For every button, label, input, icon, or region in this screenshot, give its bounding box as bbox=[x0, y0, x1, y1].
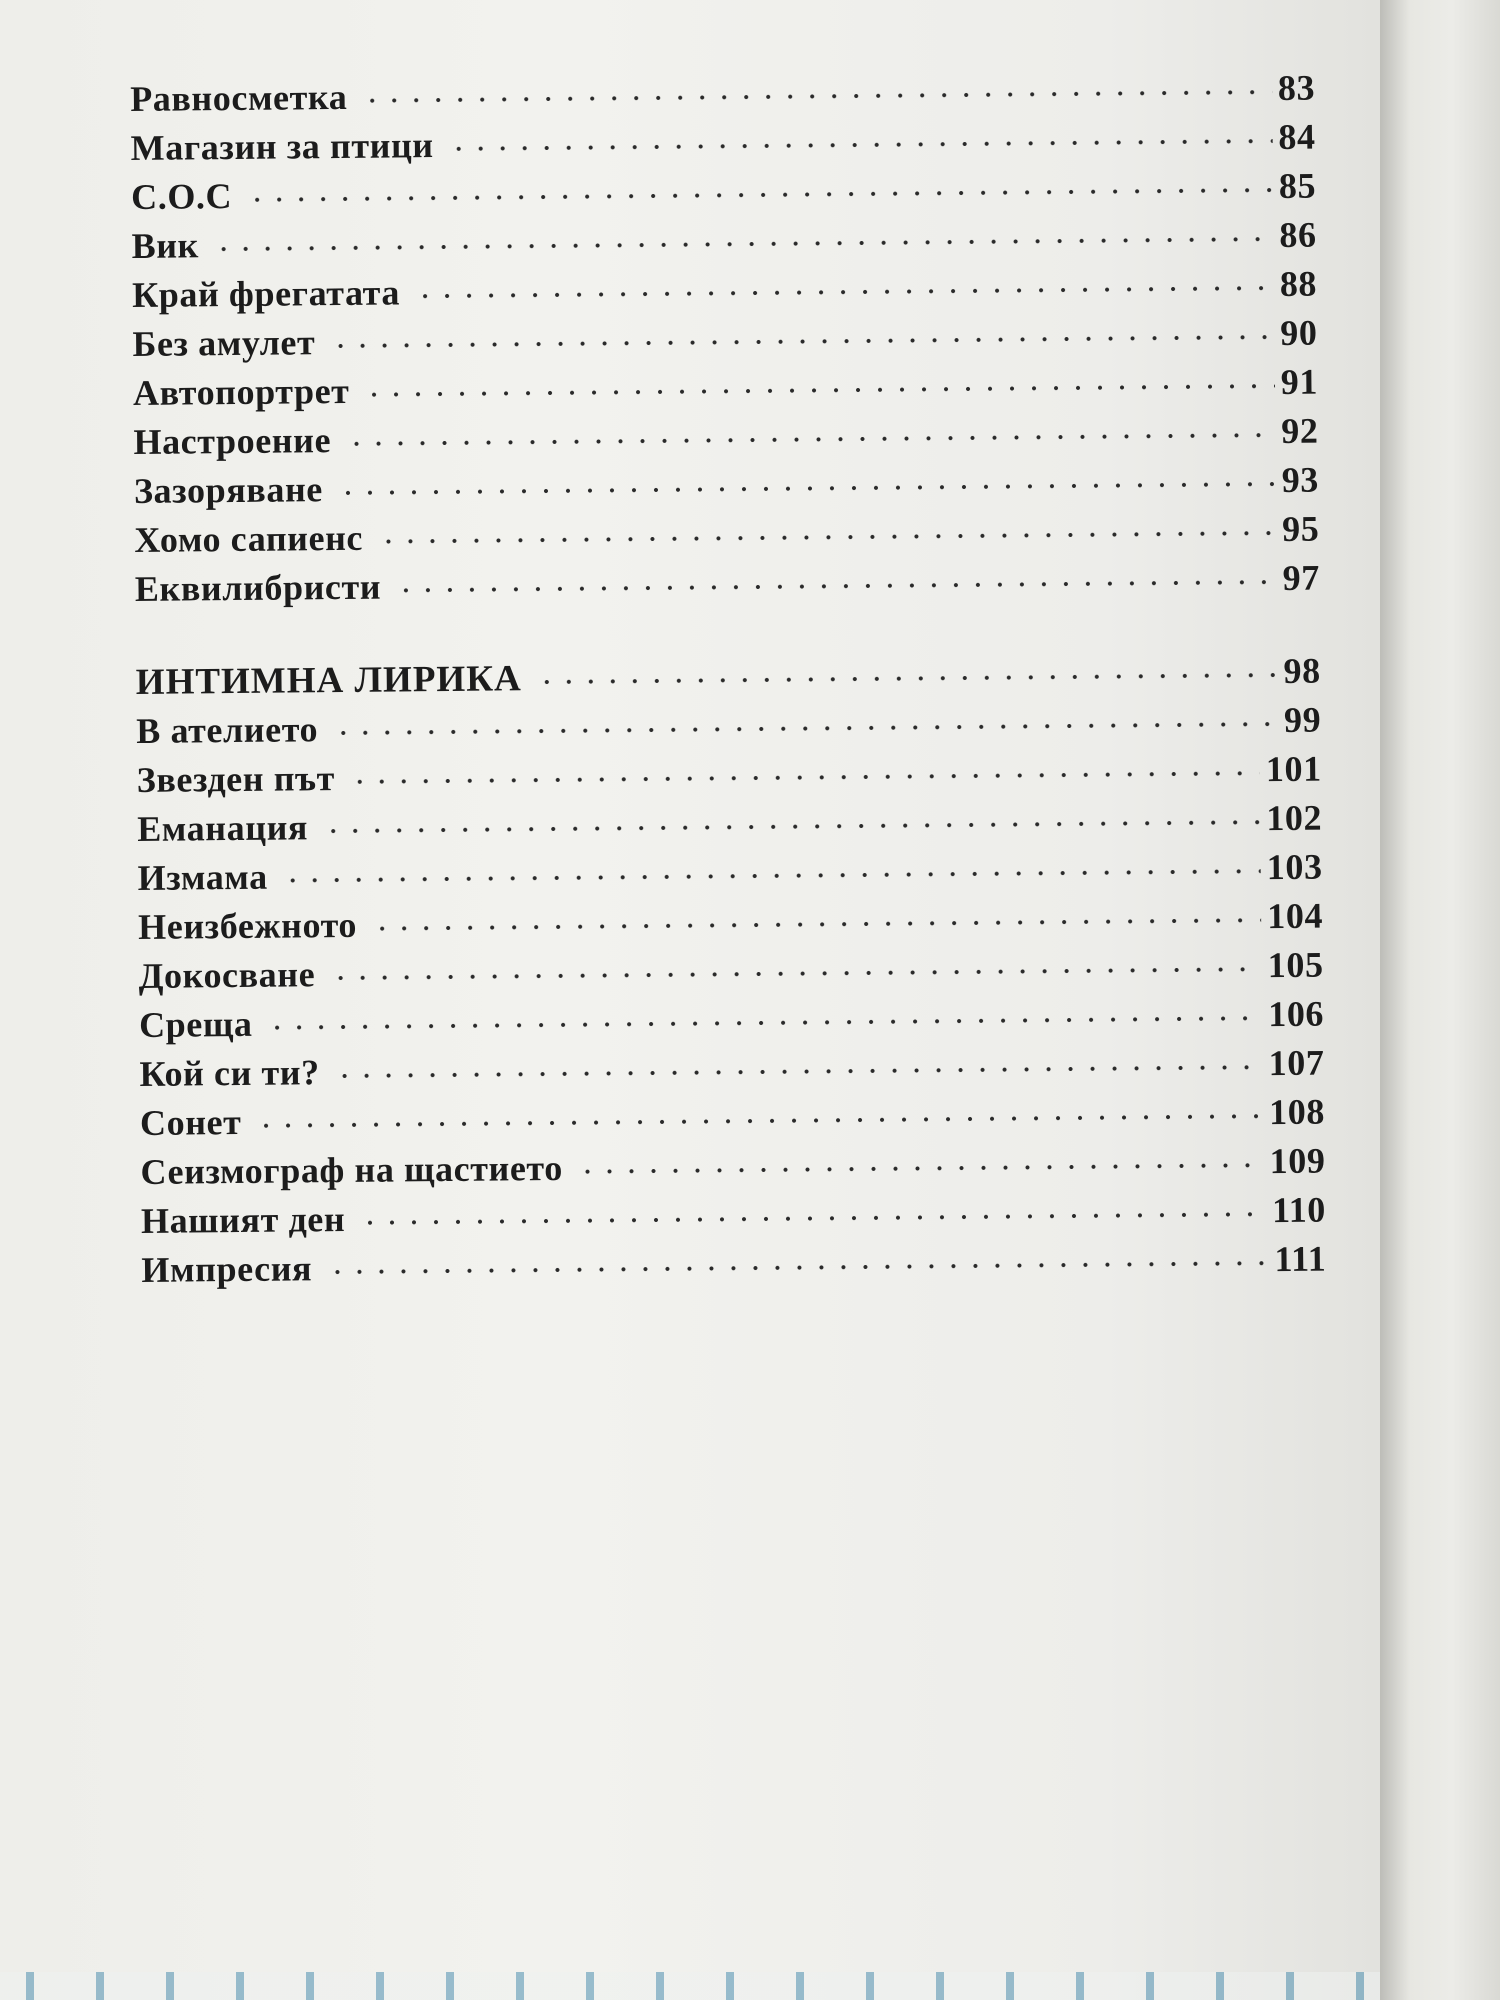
toc-entry-title: Докосване bbox=[138, 954, 316, 996]
toc-entry-title: Зазоряване bbox=[133, 469, 324, 511]
dot-leader bbox=[414, 283, 1274, 301]
toc-entry-page: 91 bbox=[1280, 361, 1319, 402]
dot-leader bbox=[349, 768, 1260, 787]
toc-entry-title: Кой си ти? bbox=[139, 1052, 320, 1094]
dot-leader bbox=[329, 332, 1274, 351]
toc-entry-page: 99 bbox=[1283, 699, 1322, 740]
dot-leader bbox=[337, 479, 1276, 498]
toc-entry-title: Край фрегатата bbox=[131, 272, 401, 315]
toc-entry-title: Без амулет bbox=[132, 322, 316, 364]
toc-entry-title: Настроение bbox=[133, 420, 332, 462]
dot-leader bbox=[329, 964, 1262, 983]
toc-entry-page: 85 bbox=[1278, 165, 1317, 206]
dot-leader bbox=[246, 185, 1273, 205]
toc-entry-page: 108 bbox=[1268, 1091, 1326, 1133]
dot-leader bbox=[266, 1013, 1262, 1033]
section-title: ИНТИМНА ЛИРИКА bbox=[135, 658, 522, 703]
background-fabric-edge bbox=[0, 1972, 1380, 2000]
toc-entry-title: Импресия bbox=[141, 1248, 313, 1290]
dot-leader bbox=[326, 1258, 1269, 1277]
toc-entry-title: Хомо сапиенс bbox=[134, 517, 364, 560]
toc-entry-title: С.О.С bbox=[130, 176, 233, 217]
toc-entry-page: 107 bbox=[1268, 1042, 1325, 1084]
toc-entry-title: Звезден път bbox=[136, 758, 336, 800]
toc-entry-page: 104 bbox=[1267, 895, 1324, 937]
dot-leader bbox=[282, 866, 1261, 885]
dot-leader bbox=[371, 915, 1261, 934]
toc-entry-title: Магазин за птици bbox=[130, 125, 434, 168]
table-of-contents bbox=[130, 67, 1327, 1298]
toc-entry-title: Неизбежното bbox=[137, 904, 358, 947]
dot-leader bbox=[536, 670, 1278, 687]
dot-leader bbox=[345, 430, 1275, 449]
toc-entry-page: 92 bbox=[1281, 410, 1319, 451]
dot-leader bbox=[361, 87, 1272, 106]
toc-entry-title: В ателието bbox=[136, 709, 319, 751]
toc-entry-title: Автопортрет bbox=[132, 370, 350, 413]
toc-entry-page: 105 bbox=[1267, 944, 1324, 986]
toc-entry-page: 97 bbox=[1282, 557, 1321, 598]
toc-entry-page: 106 bbox=[1268, 993, 1325, 1035]
dot-leader bbox=[359, 1209, 1266, 1228]
toc-entry-title: Нашият ден bbox=[140, 1198, 346, 1241]
book-gutter bbox=[1380, 0, 1500, 2000]
dot-leader bbox=[332, 719, 1278, 738]
toc-entry-page: 111 bbox=[1274, 1238, 1327, 1280]
toc-entry-title: Еквилибристи bbox=[134, 566, 382, 609]
toc-entry-title: Равносметка bbox=[130, 76, 348, 119]
toc-entry-page: 90 bbox=[1280, 312, 1318, 353]
toc-entry-title: Сеизмограф на щастието bbox=[140, 1147, 564, 1192]
toc-entry-title: Вик bbox=[131, 225, 200, 266]
toc-entry-page: 84 bbox=[1278, 116, 1316, 157]
dot-leader bbox=[213, 234, 1274, 254]
dot-leader bbox=[377, 528, 1276, 547]
toc-entry-title: Измама bbox=[137, 856, 268, 898]
toc-entry bbox=[141, 1238, 1326, 1298]
toc-entry-page: 83 bbox=[1277, 67, 1316, 108]
dot-leader bbox=[577, 1160, 1264, 1177]
toc-entry-page: 109 bbox=[1269, 1140, 1326, 1182]
section-page: 98 bbox=[1283, 650, 1321, 691]
toc-entry-title: Еманация bbox=[137, 807, 309, 849]
dot-leader bbox=[334, 1062, 1263, 1081]
dot-leader bbox=[448, 136, 1273, 154]
toc-entry-title: Сонет bbox=[139, 1101, 242, 1143]
toc-entry-page: 101 bbox=[1265, 748, 1322, 790]
toc-entry-page: 102 bbox=[1266, 797, 1323, 839]
dot-leader bbox=[255, 1111, 1263, 1131]
toc-entry-page: 95 bbox=[1281, 508, 1320, 549]
dot-leader bbox=[395, 577, 1277, 595]
dot-leader bbox=[322, 817, 1260, 836]
toc-entry-page: 86 bbox=[1279, 214, 1317, 255]
toc-entry-page: 93 bbox=[1281, 459, 1320, 500]
toc-entry-title: Среща bbox=[138, 1003, 253, 1045]
toc-entry-page: 110 bbox=[1271, 1189, 1327, 1231]
toc-entry-page: 88 bbox=[1279, 263, 1318, 304]
toc-entry-page: 103 bbox=[1266, 846, 1323, 888]
dot-leader bbox=[363, 381, 1274, 400]
